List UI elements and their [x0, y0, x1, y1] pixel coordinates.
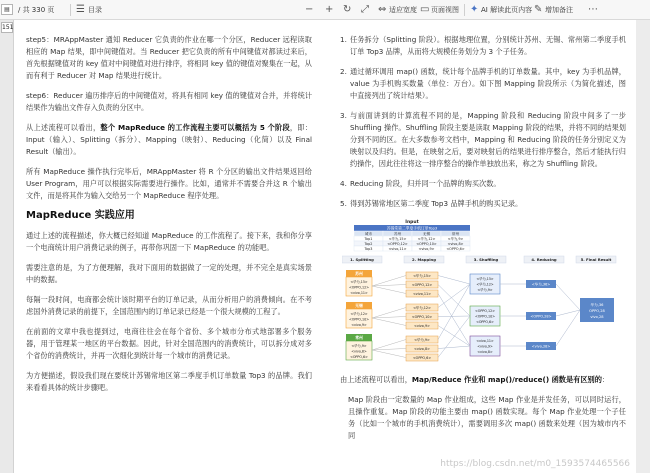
step-item: [340, 66, 626, 102]
paragraph-output: 所有 MapReduce 操作执行完毕后，MRAppMaster 将 R 个分区的输出文件结果返回给 User Program，用户可以根据实际需要进行操作。比如，通常并不需要合并这 R 个输出文件，而是将其作为输入交给另一个 MapReduce 程序处理。: [26, 167, 312, 200]
diagram-split-record-text: <OPPO,10>: [349, 317, 369, 322]
diagram-map-node-text: <vivo,9>: [414, 324, 430, 328]
steps-list: [340, 34, 626, 210]
diagram-map-node-text: <vivo,11>: [412, 292, 432, 296]
zoom-out-icon[interactable]: −: [305, 4, 314, 15]
step-item: [340, 178, 626, 190]
paragraph-difference: [340, 374, 626, 386]
summary-text-end: ，即：Input（输入）、Splitting（拆分）、Mapping（映射）、Reducing（化简）以及 Final Result（输出）。: [26, 123, 312, 156]
diagram-input-title: Input: [405, 220, 419, 225]
diagram-split-map-edge: [372, 317, 406, 319]
diagram-stage-label: 5. Final Result: [580, 257, 612, 262]
diagram-split-city-label: 苏州: [355, 271, 363, 276]
left-column: [26, 34, 312, 402]
diagram-table-col-label: 城市: [364, 231, 373, 236]
contents-button[interactable]: 目录: [88, 6, 102, 14]
diagram-table-cell-text: <OPPO,6>: [446, 246, 465, 251]
step-number: 2.: [340, 67, 347, 76]
paragraph-note: 需要注意的是，为了方便理解，我对下面用的数据做了一定的处理，并不完全是真实场景中的数据。: [26, 263, 312, 284]
diagram-map-node-text: <华为,12>: [413, 306, 431, 310]
step-number: 3.: [340, 111, 347, 120]
diagram-split-record-text: <OPPO,12>: [349, 285, 369, 290]
page-counter: / 共 330 页: [18, 6, 55, 14]
difference-text: 由上述流程可以看出，: [340, 375, 412, 384]
diagram-final-node-text: OPPO,28: [589, 309, 605, 313]
diagram-stage-label: 4. Reducing: [531, 257, 557, 262]
contents-icon[interactable]: ☰: [76, 4, 85, 15]
step-text: 通过循环调用 map() 函数，统计每个品牌手机的订单数量。其中，key 为手机品牌，value 为手机购买数量（单位：万台）。如下图 Mapping 阶段所示（为简化描述，图中直接列出了统计结果）。: [350, 67, 626, 100]
diagram-map-node-text: <华为,9>: [414, 338, 430, 342]
difference-bold: Map/Reduce 作业和 map()/reduce() 函数是有区别的: [411, 375, 602, 384]
diagram-final-node-text: 华为,36: [590, 303, 604, 307]
toolbar-divider: [464, 4, 465, 16]
diagram-table-cell-text: <OPPO,12>: [387, 241, 408, 246]
diagram-split-map-edge: [372, 285, 406, 287]
diagram-shuffle-node-text: <OPPO,10>: [475, 314, 495, 319]
diagram-split-map-edge: [372, 286, 406, 294]
diagram-map-node-text: <华为,15>: [413, 274, 431, 278]
mapreduce-flow-svg: [342, 218, 618, 366]
diagram-table-cell-text: <vivo,9>: [418, 246, 435, 251]
paragraph-step5: step5：MRAppMaster 通知 Reducer 它负责的作业在哪一个分区，Reducer 远程读取相应的 Map 结果，即中间键值对。当 Reducer 把它负责的所有中间键值对都读过来后，首先根据键值对的 key 值对中间键值对进行排序，将相同 key 值的键值对聚集在一起，从而有利于 Reducer 对 Map 结果进行统计。: [26, 35, 312, 80]
diagram-table-cell-text: <vivo,11>: [388, 246, 407, 251]
right-column: [340, 34, 626, 450]
step-item: [340, 198, 626, 210]
diagram-table-header-text: 苏锡常第二季度手机订单Top3: [386, 225, 438, 231]
ai-read-button[interactable]: AI 解读此页内容: [481, 6, 533, 14]
watermark: https://blog.csdn.net/m0_1593574465566: [440, 459, 630, 469]
diagram-table-cell-text: Top3: [364, 246, 373, 251]
paragraph-map-stage: Map 阶段由一定数量的 Map 作业组成，这些 Map 作业是并发任务，可以同时运行，且操作重复。Map 阶段的功能主要由 map() 函数实现。每个 Map 作业处理一个子任务（比如一个城市的手机消费统计），需要调用多次 map() 函数来处理（因为城市内不同: [348, 395, 626, 440]
more-options-icon[interactable]: ⋯: [588, 4, 598, 15]
step-number: 4.: [340, 179, 347, 188]
diagram-split-map-edge: [372, 340, 406, 351]
diagram-map-shuffle-edge: [438, 316, 470, 358]
diagram-map-shuffle-edge: [438, 294, 470, 347]
diagram-map-node-text: <OPPO,10>: [411, 315, 433, 319]
diagram-table-cell-text: <vivo,8>: [447, 241, 464, 246]
diagram-map-node-text: <OPPO,6>: [412, 356, 432, 360]
diagram-split-record-text: <华为,12>: [350, 312, 368, 316]
diagram-split-city-label: 无锡: [355, 303, 363, 308]
paragraph-distributed: 在前面的文章中我也提到过，电商往往会在每个省份、多个城市分布式地部署多个服务器，用于管理某一地区的平台数据。因此，针对全国范围内的消费统计，可以拆分成对多个省份的消费统计，并再一次细化到统计每一个城市的消费记录。: [26, 327, 312, 360]
page-view-button[interactable]: 页面视图: [431, 6, 459, 14]
page-view-icon[interactable]: ▭: [420, 4, 430, 15]
summary-bold: 整个 MapReduce 的工作流程主要可以概括为 5 个阶段: [100, 123, 290, 132]
diagram-shuffle-node-text: <华为,12>: [476, 282, 494, 287]
diagram-table-cell-text: <华为,15>: [388, 236, 407, 241]
diagram-table-cell-text: <华为,12>: [417, 236, 436, 241]
diagram-table-cell-text: Top1: [364, 236, 373, 241]
diagram-shuffle-node-text: <华为,15>: [476, 277, 494, 281]
mapreduce-diagram: [342, 218, 618, 366]
diagram-split-map-edge: [372, 276, 406, 287]
diagram-map-shuffle-edge: [438, 276, 470, 285]
summary-text: 从上述流程可以看出，: [26, 123, 101, 132]
diagram-map-node-text: <OPPO,12>: [411, 283, 433, 287]
rotate-icon[interactable]: ↻: [343, 4, 352, 15]
add-note-button[interactable]: 增加备注: [545, 6, 573, 14]
diagram-reduce-node-text: <华为,36>: [531, 282, 551, 287]
diagram-shuffle-node-text: <vivo,8>: [477, 350, 493, 354]
right-scrollbar[interactable]: [636, 20, 650, 473]
diagram-shuffle-node-text: <OPPO,12>: [475, 309, 495, 313]
fit-width-button[interactable]: 适应宽度: [389, 6, 417, 14]
diagram-split-record-text: <华为,15>: [350, 280, 368, 284]
step-text: Reducing 阶段，归并同一个品牌的购买次数。: [350, 179, 501, 188]
paragraph-summary: [26, 122, 312, 158]
left-thumbnail-rail[interactable]: [0, 20, 14, 473]
difference-text-end: ：: [601, 375, 610, 384]
step-item: [340, 34, 626, 58]
page-thumbnail-icon[interactable]: ▤: [1, 4, 13, 15]
step-number: 5.: [340, 199, 347, 208]
diagram-table-col-label: 苏州: [393, 231, 402, 236]
section-heading: MapReduce 实践应用: [26, 210, 135, 221]
diagram-stage-label: 1. Splitting: [350, 257, 374, 262]
step-text: 任务拆分（Splitting 阶段）。根据地理位置，分别统计苏州、无锡、常州第二季度手机订单 Top3 品牌，从而将大规模任务划分为 3 个子任务。: [350, 35, 626, 56]
diagram-split-map-edge: [372, 349, 406, 351]
paragraph-intro: 通过上述的流程描述，你大概已经知道 MapReduce 的工作流程了。接下来，我和你分享一个电商统计用户消费记录的例子，再带你巩固一下 MapReduce 的功能吧。: [26, 231, 312, 252]
diagram-split-city-label: 常州: [355, 335, 363, 340]
zoom-in-icon[interactable]: +: [325, 4, 334, 15]
diagram-map-shuffle-edge: [438, 284, 470, 340]
diagram-reduce-final-edge: [556, 284, 580, 310]
diagram-shuffle-node-text: <vivo,11>: [476, 339, 494, 343]
diagram-table-cell-text: <华为,9>: [447, 236, 464, 241]
step-item: [340, 110, 626, 170]
diagram-map-shuffle-edge: [438, 284, 470, 308]
ai-read-icon[interactable]: ✦: [470, 4, 479, 15]
step-text: 得到苏锡常地区第二季度 Top3 品牌手机的购买记录。: [350, 199, 523, 208]
paragraph-ecommerce: 每隔一段时间，电商都会统计该时期平台的订单记录，从而分析用户的消费倾向。在不考虑国外消费记录的前提下，全国范围内的订单记录已经是一个很大规模的工程了。: [26, 295, 312, 316]
diagram-reduce-final-edge: [556, 310, 580, 346]
diagram-map-shuffle-edge: [438, 346, 470, 349]
diagram-map-shuffle-edge: [438, 326, 470, 347]
diagram-table-cell-text: <OPPO,10>: [416, 241, 437, 246]
diagram-split-map-edge: [372, 350, 406, 358]
diagram-table-col-label: 常州: [451, 231, 460, 236]
diagram-split-record-text: <华为,9>: [351, 344, 367, 348]
diagram-table-cell-text: Top2: [364, 241, 373, 246]
diagram-split-map-edge: [372, 318, 406, 326]
diagram-stage-label: 2. Mapping: [412, 257, 436, 262]
diagram-split-record-text: <vivo,8>: [351, 349, 367, 354]
diagram-shuffle-node-text: <vivo,9>: [477, 344, 493, 349]
diagram-reduce-node-text: <OPPO,28>: [530, 314, 552, 319]
step-text: 与前面讲到的计算流程不同的是，Mapping 阶段和 Reducing 阶段中间多了一步 Shuffling 操作。Shuffling 阶段主要是读取 Mapping 阶段的结果，并将不同的结果划分到不同的区。在大多数参考文档中，Mapping 和 Reducing 阶段的任务分别定义为映射以及归约。但是，在映射之后，要对映射后的结果进行排序整合，然后才能执行归约操作，因此往往将这一排序整合的操作单独放出来，称之为 Shuffling 阶段。: [350, 111, 626, 168]
toolbar-divider: [70, 4, 71, 16]
document-page: [14, 20, 636, 473]
diagram-split-map-edge: [372, 308, 406, 319]
paragraph-step6: step6：Reducer 遍历排序后的中间键值对，将具有相同 key 值的键值对合并，并将统计结果作为输出文件存入负责的分区中。: [26, 91, 312, 112]
diagram-split-record-text: <OPPO,6>: [350, 355, 368, 359]
diagram-split-record-text: <vivo,9>: [351, 323, 367, 327]
diagram-shuffle-node-text: <华为,9>: [477, 288, 493, 292]
step-number: 1.: [340, 35, 347, 44]
diagram-reduce-node-text: <vivo,28>: [531, 344, 551, 349]
fit-width-icon[interactable]: ⇔: [378, 4, 387, 15]
reader-toolbar: [0, 0, 650, 20]
diagram-map-shuffle-edge: [438, 316, 470, 317]
add-note-icon[interactable]: ✎: [534, 4, 543, 15]
diagram-map-node-text: <vivo,8>: [414, 347, 430, 351]
diagram-final-node-text: vivo,28: [590, 315, 604, 319]
diagram-table-col-label: 无锡: [422, 231, 431, 236]
diagram-split-record-text: <vivo,11>: [350, 291, 368, 295]
fullscreen-icon[interactable]: ⤢: [361, 4, 369, 15]
current-page-badge: 151: [2, 24, 14, 31]
paragraph-task: 为方便描述，假设我们现在要统计苏锡常地区第二季度手机订单数量 Top3 的品牌。我们来看看具体的统计步骤吧。: [26, 371, 312, 392]
diagram-shuffle-node-text: <OPPO,6>: [476, 320, 494, 324]
diagram-stage-label: 3. Shuffling: [473, 257, 499, 262]
